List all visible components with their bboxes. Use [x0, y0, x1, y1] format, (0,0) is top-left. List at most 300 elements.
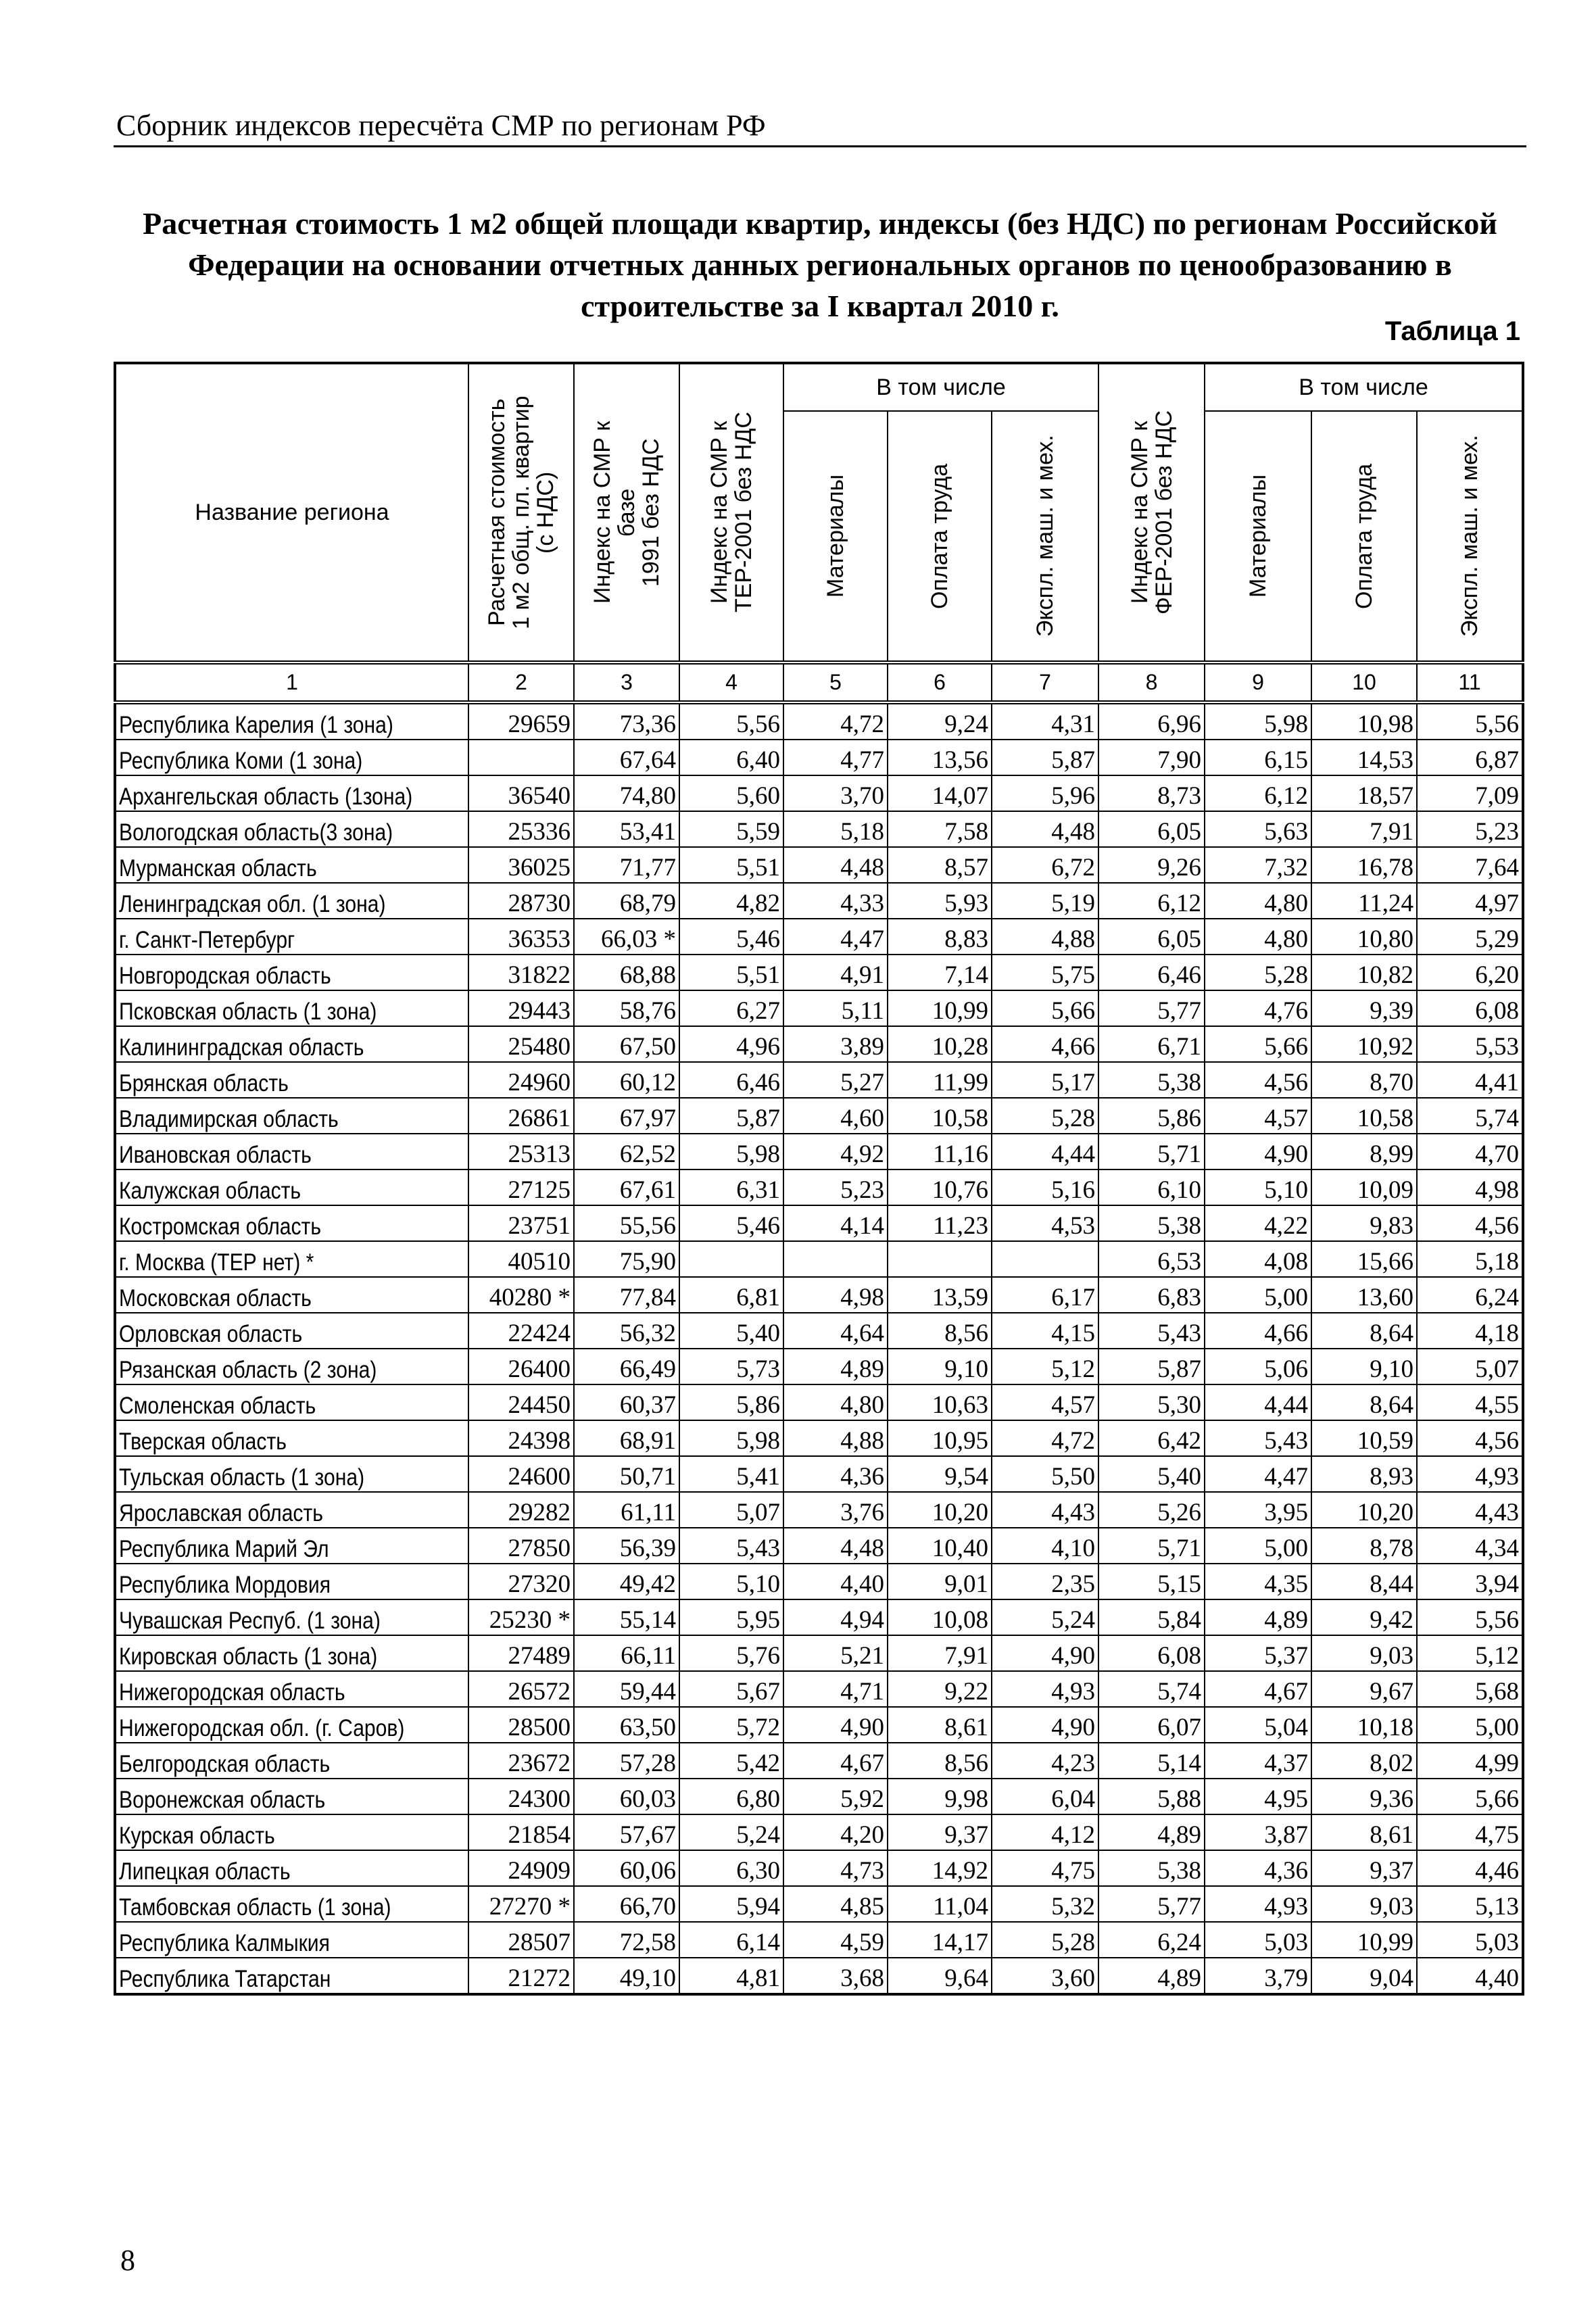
value: 4,56	[1264, 1069, 1308, 1096]
value: 4,08	[1264, 1248, 1308, 1276]
value-cell	[888, 1205, 992, 1241]
value: 66,70	[619, 1893, 676, 1921]
value: 40280 *	[489, 1284, 571, 1311]
region-name-cell	[115, 1599, 468, 1635]
value-cell	[1311, 1492, 1417, 1528]
value: 55,56	[619, 1212, 676, 1240]
value-cell	[1098, 1958, 1205, 1994]
value: 27489	[508, 1642, 571, 1670]
value: 5,98	[1264, 710, 1308, 738]
value: 5,15	[1157, 1570, 1201, 1598]
value-cell	[1205, 1062, 1311, 1098]
value-cell	[783, 1277, 888, 1313]
value: 6,24	[1475, 1284, 1519, 1311]
value-cell	[1417, 1850, 1523, 1886]
region-name-cell	[115, 1707, 468, 1743]
value-cell	[888, 1241, 992, 1277]
value: 10,99	[1357, 1929, 1413, 1956]
value: 16,78	[1357, 854, 1413, 882]
value: 4,43	[1475, 1499, 1519, 1526]
value: 77,84	[619, 1284, 676, 1311]
table-row	[115, 1313, 1523, 1349]
value-cell	[992, 775, 1098, 811]
value-cell	[468, 1958, 574, 1994]
value-cell	[783, 1205, 888, 1241]
value-cell	[992, 1313, 1098, 1349]
region-name: Смоленская область	[119, 1393, 316, 1419]
value: 6,15	[1264, 746, 1308, 774]
value-cell	[1098, 1850, 1205, 1886]
value: 4,80	[1264, 890, 1308, 917]
value: 4,48	[840, 854, 884, 882]
region-name: Брянская область	[119, 1070, 289, 1096]
value-cell	[992, 1098, 1098, 1134]
value: 5,94	[736, 1893, 780, 1921]
value-cell	[468, 1169, 574, 1205]
value-cell	[888, 1850, 992, 1886]
value: 3,94	[1475, 1570, 1519, 1598]
region-name: Республика Калмыкия	[119, 1930, 330, 1956]
value: 4,77	[840, 746, 884, 774]
value-cell	[679, 1922, 783, 1958]
value-cell	[1098, 847, 1205, 883]
value-cell	[783, 1384, 888, 1420]
value-cell	[1098, 1599, 1205, 1635]
value: 10,76	[932, 1176, 988, 1204]
value: 6,46	[1157, 961, 1201, 989]
value: 5,06	[1264, 1355, 1308, 1383]
value: 4,93	[1475, 1463, 1519, 1491]
value: 3,70	[840, 782, 884, 810]
table-row	[115, 1062, 1523, 1098]
value: 4,66	[1051, 1033, 1095, 1061]
value: 4,31	[1051, 710, 1095, 738]
value-cell	[1098, 1277, 1205, 1313]
value: 5,71	[1157, 1140, 1201, 1168]
value: 14,17	[932, 1929, 988, 1956]
value-cell	[992, 1779, 1098, 1814]
value: 6,14	[736, 1929, 780, 1956]
region-name: Рязанская область (2 зона)	[119, 1357, 377, 1383]
value: 68,91	[619, 1427, 676, 1455]
value: 11,24	[1358, 890, 1413, 917]
value-cell	[468, 1062, 574, 1098]
value-cell	[1098, 811, 1205, 847]
value: 10,63	[932, 1391, 988, 1419]
value-cell	[1417, 1707, 1523, 1743]
value-cell	[1311, 1922, 1417, 1958]
value-cell	[1098, 1205, 1205, 1241]
value-cell	[1205, 1528, 1311, 1564]
value-cell	[783, 1241, 888, 1277]
value: 10,59	[1357, 1427, 1413, 1455]
region-name-cell	[115, 1814, 468, 1850]
region-name: Архангельская область (1зона)	[119, 783, 413, 810]
table-row	[115, 1420, 1523, 1456]
region-name-cell	[115, 1958, 468, 1994]
value: 63,50	[619, 1714, 676, 1741]
value: 5,87	[1051, 746, 1095, 774]
value: 5,18	[1475, 1248, 1519, 1276]
value: 7,58	[944, 818, 988, 846]
region-name-cell	[115, 1922, 468, 1958]
table-row	[115, 1205, 1523, 1241]
value: 26572	[508, 1678, 571, 1706]
value: 5,29	[1475, 925, 1519, 953]
value-cell	[1417, 811, 1523, 847]
value-cell	[679, 1277, 783, 1313]
value: 67,50	[619, 1033, 676, 1061]
value: 67,97	[619, 1105, 676, 1132]
value: 4,40	[1475, 1964, 1519, 1992]
value: 4,80	[840, 1391, 884, 1419]
value: 4,67	[840, 1750, 884, 1777]
value: 57,28	[619, 1750, 676, 1777]
value: 14,53	[1357, 746, 1413, 774]
value-cell	[1311, 740, 1417, 775]
value-cell	[992, 1850, 1098, 1886]
value-cell	[1205, 702, 1311, 740]
value: 4,60	[840, 1105, 884, 1132]
region-name: Псковская область (1 зона)	[119, 998, 377, 1025]
value: 56,39	[619, 1535, 676, 1562]
value-cell	[1205, 1134, 1311, 1169]
value: 8,73	[1157, 782, 1201, 810]
value: 60,12	[619, 1069, 676, 1096]
value: 4,67	[1264, 1678, 1308, 1706]
value-cell	[1205, 1707, 1311, 1743]
value: 13,59	[932, 1284, 988, 1311]
value-cell	[783, 702, 888, 740]
value-cell	[1417, 1814, 1523, 1850]
value: 5,87	[736, 1105, 780, 1132]
value: 9,24	[944, 710, 988, 738]
column-number: 9	[1205, 662, 1311, 702]
value: 5,72	[736, 1714, 780, 1741]
value-cell	[1417, 1922, 1523, 1958]
value: 5,40	[736, 1320, 780, 1347]
table-row	[115, 847, 1523, 883]
value-cell	[1098, 740, 1205, 775]
value-cell	[1417, 1420, 1523, 1456]
value: 5,66	[1051, 997, 1095, 1025]
value: 6,08	[1157, 1642, 1201, 1670]
column-number: 7	[992, 662, 1098, 702]
value: 8,02	[1370, 1750, 1413, 1777]
value: 4,40	[840, 1570, 884, 1598]
region-name: Орловская область	[119, 1321, 303, 1347]
value-cell	[1417, 702, 1523, 740]
value-cell	[1205, 1671, 1311, 1707]
region-name: Мурманская область	[119, 855, 317, 882]
table-row	[115, 955, 1523, 990]
value: 4,92	[840, 1140, 884, 1168]
value: 4,71	[840, 1678, 884, 1706]
value-cell	[574, 1671, 679, 1707]
value-cell	[888, 1958, 992, 1994]
value-cell	[1098, 1814, 1205, 1850]
value-cell	[1311, 1349, 1417, 1384]
value: 6,96	[1157, 710, 1201, 738]
value-cell	[679, 702, 783, 740]
region-name-cell	[115, 1456, 468, 1492]
value: 6,10	[1157, 1176, 1201, 1204]
region-name-cell	[115, 1169, 468, 1205]
value: 5,84	[1157, 1606, 1201, 1634]
value: 5,43	[1157, 1320, 1201, 1347]
value: 5,56	[1475, 1606, 1519, 1634]
value-cell	[783, 1528, 888, 1564]
value-cell	[574, 1564, 679, 1599]
value-cell	[1417, 1886, 1523, 1922]
table-row	[115, 1599, 1523, 1635]
value-cell	[574, 1743, 679, 1779]
value-cell	[888, 1313, 992, 1349]
region-name-cell	[115, 919, 468, 955]
value: 4,36	[840, 1463, 884, 1491]
value-cell	[1311, 955, 1417, 990]
value: 4,18	[1475, 1320, 1519, 1347]
region-name: Республика Коми (1 зона)	[119, 748, 363, 774]
value: 5,96	[1051, 782, 1095, 810]
value-cell	[574, 1313, 679, 1349]
value-cell	[1098, 1098, 1205, 1134]
header-materials-fer-text: Материалы	[1245, 474, 1271, 598]
value-cell	[1417, 1743, 1523, 1779]
value-cell	[574, 1528, 679, 1564]
value-cell	[1417, 775, 1523, 811]
region-name: Воронежская область	[119, 1787, 326, 1813]
value-cell	[1417, 1062, 1523, 1098]
value-cell	[1098, 1886, 1205, 1922]
value-cell	[888, 1564, 992, 1599]
region-name-cell	[115, 1384, 468, 1420]
value: 21272	[508, 1964, 571, 1992]
value: 9,10	[944, 1355, 988, 1383]
region-name-cell	[115, 1098, 468, 1134]
region-name-cell	[115, 955, 468, 990]
value-cell	[1205, 1241, 1311, 1277]
column-number: 3	[574, 662, 679, 702]
value: 6,80	[736, 1785, 780, 1813]
value: 5,38	[1157, 1069, 1201, 1096]
region-name: Нижегородская область	[119, 1679, 345, 1706]
value: 9,67	[1370, 1678, 1413, 1706]
value: 4,48	[1051, 818, 1095, 846]
value: 5,00	[1264, 1284, 1308, 1311]
value-cell	[1311, 1743, 1417, 1779]
value: 9,37	[944, 1821, 988, 1849]
value: 10,99	[932, 997, 988, 1025]
value: 5,28	[1051, 1929, 1095, 1956]
value: 4,88	[840, 1427, 884, 1455]
value: 6,17	[1051, 1284, 1095, 1311]
value: 24960	[508, 1069, 571, 1096]
value-cell	[574, 1779, 679, 1814]
value-cell	[783, 1886, 888, 1922]
value-cell	[468, 883, 574, 919]
value-cell	[992, 1922, 1098, 1958]
value-cell	[679, 1671, 783, 1707]
value-cell	[1311, 811, 1417, 847]
value-cell	[679, 1492, 783, 1528]
value: 4,56	[1475, 1427, 1519, 1455]
value: 40510	[508, 1248, 571, 1276]
value: 11,99	[933, 1069, 988, 1096]
value-cell	[992, 1062, 1098, 1098]
value: 4,89	[1157, 1964, 1201, 1992]
value: 28500	[508, 1714, 571, 1741]
value-cell	[992, 1814, 1098, 1850]
column-number: 4	[679, 662, 783, 702]
value: 5,68	[1475, 1678, 1519, 1706]
value-cell	[783, 1922, 888, 1958]
value-cell	[1098, 1456, 1205, 1492]
value-cell	[1205, 1384, 1311, 1420]
value: 56,32	[619, 1320, 676, 1347]
value: 66,03 *	[601, 925, 676, 953]
value: 24600	[508, 1463, 571, 1491]
value-cell	[679, 1098, 783, 1134]
value: 6,08	[1475, 997, 1519, 1025]
value-cell	[679, 811, 783, 847]
value: 5,10	[1264, 1176, 1308, 1204]
value-cell	[1205, 1814, 1311, 1850]
value: 4,89	[1264, 1606, 1308, 1634]
region-name: Московская область	[119, 1285, 312, 1311]
value: 6,31	[736, 1176, 780, 1204]
value: 9,98	[944, 1785, 988, 1813]
value: 6,12	[1264, 782, 1308, 810]
value: 4,48	[840, 1535, 884, 1562]
value-cell	[783, 740, 888, 775]
value-cell	[992, 1564, 1098, 1599]
value-cell	[468, 990, 574, 1026]
column-number: 10	[1311, 662, 1417, 702]
value: 4,99	[1475, 1750, 1519, 1777]
value-cell	[679, 1026, 783, 1062]
value: 4,64	[840, 1320, 884, 1347]
value: 9,64	[944, 1964, 988, 1992]
value-cell	[574, 1958, 679, 1994]
value-cell	[1098, 1564, 1205, 1599]
value: 5,66	[1264, 1033, 1308, 1061]
value-cell	[1205, 775, 1311, 811]
value-cell	[783, 1599, 888, 1635]
value: 8,64	[1370, 1391, 1413, 1419]
table-row	[115, 1492, 1523, 1528]
value: 5,51	[736, 854, 780, 882]
value-cell	[679, 1420, 783, 1456]
column-number: 1	[115, 662, 468, 702]
value: 6,53	[1157, 1248, 1201, 1276]
value: 23672	[508, 1750, 571, 1777]
value: 22424	[508, 1320, 571, 1347]
value: 4,70	[1475, 1140, 1519, 1168]
value-cell	[1311, 1420, 1417, 1456]
value-cell	[679, 1384, 783, 1420]
value: 5,03	[1475, 1929, 1519, 1956]
value: 13,60	[1357, 1284, 1413, 1311]
value-cell	[783, 1026, 888, 1062]
value-cell	[574, 811, 679, 847]
value-cell	[992, 1349, 1098, 1384]
value-cell	[888, 1349, 992, 1384]
value-cell	[1205, 740, 1311, 775]
value: 6,05	[1157, 818, 1201, 846]
value: 11,04	[933, 1893, 988, 1921]
value: 9,37	[1370, 1857, 1413, 1885]
value: 5,95	[736, 1606, 780, 1634]
value-cell	[1417, 1564, 1523, 1599]
value: 61,11	[621, 1499, 676, 1526]
value: 26861	[508, 1105, 571, 1132]
value: 75,90	[619, 1248, 676, 1276]
value-cell	[1417, 1169, 1523, 1205]
table-row	[115, 1026, 1523, 1062]
table-row	[115, 1886, 1523, 1922]
value: 5,10	[736, 1570, 780, 1598]
value-cell	[1205, 1277, 1311, 1313]
value-cell	[992, 1958, 1098, 1994]
value: 31822	[508, 961, 571, 989]
value-cell	[1417, 1958, 1523, 1994]
value-cell	[574, 1707, 679, 1743]
value-cell	[1205, 811, 1311, 847]
value-cell	[783, 1349, 888, 1384]
header-labor-ter	[888, 411, 992, 662]
region-name-cell	[115, 740, 468, 775]
header-group-ter: В том числе	[783, 363, 1098, 411]
value-cell	[888, 1599, 992, 1635]
table-row	[115, 1277, 1523, 1313]
region-name-cell	[115, 1420, 468, 1456]
region-name-cell	[115, 1886, 468, 1922]
value: 6,05	[1157, 925, 1201, 953]
region-name-cell	[115, 775, 468, 811]
value-cell	[679, 1707, 783, 1743]
value: 5,07	[1475, 1355, 1519, 1383]
value: 55,14	[619, 1606, 676, 1634]
value-cell	[574, 1599, 679, 1635]
value: 10,28	[932, 1033, 988, 1061]
value: 5,13	[1475, 1893, 1519, 1921]
value: 13,56	[932, 746, 988, 774]
value-cell	[1311, 1205, 1417, 1241]
value: 4,41	[1475, 1069, 1519, 1096]
value: 11,16	[933, 1140, 988, 1168]
value-cell	[992, 740, 1098, 775]
value-cell	[468, 1313, 574, 1349]
region-name: Кировская область (1 зона)	[119, 1643, 378, 1670]
value: 4,36	[1264, 1857, 1308, 1885]
value-cell	[574, 1420, 679, 1456]
value: 4,88	[1051, 925, 1095, 953]
value-cell	[1311, 1528, 1417, 1564]
value-cell	[1417, 1026, 1523, 1062]
value-cell	[1417, 1456, 1523, 1492]
value: 4,53	[1051, 1212, 1095, 1240]
value: 5,38	[1157, 1857, 1201, 1885]
value: 5,38	[1157, 1212, 1201, 1240]
value: 27125	[508, 1176, 571, 1204]
value-cell	[1098, 1635, 1205, 1671]
region-name-cell	[115, 847, 468, 883]
value-cell	[888, 1671, 992, 1707]
value: 25480	[508, 1033, 571, 1061]
value-cell	[992, 1384, 1098, 1420]
value: 4,57	[1264, 1105, 1308, 1132]
